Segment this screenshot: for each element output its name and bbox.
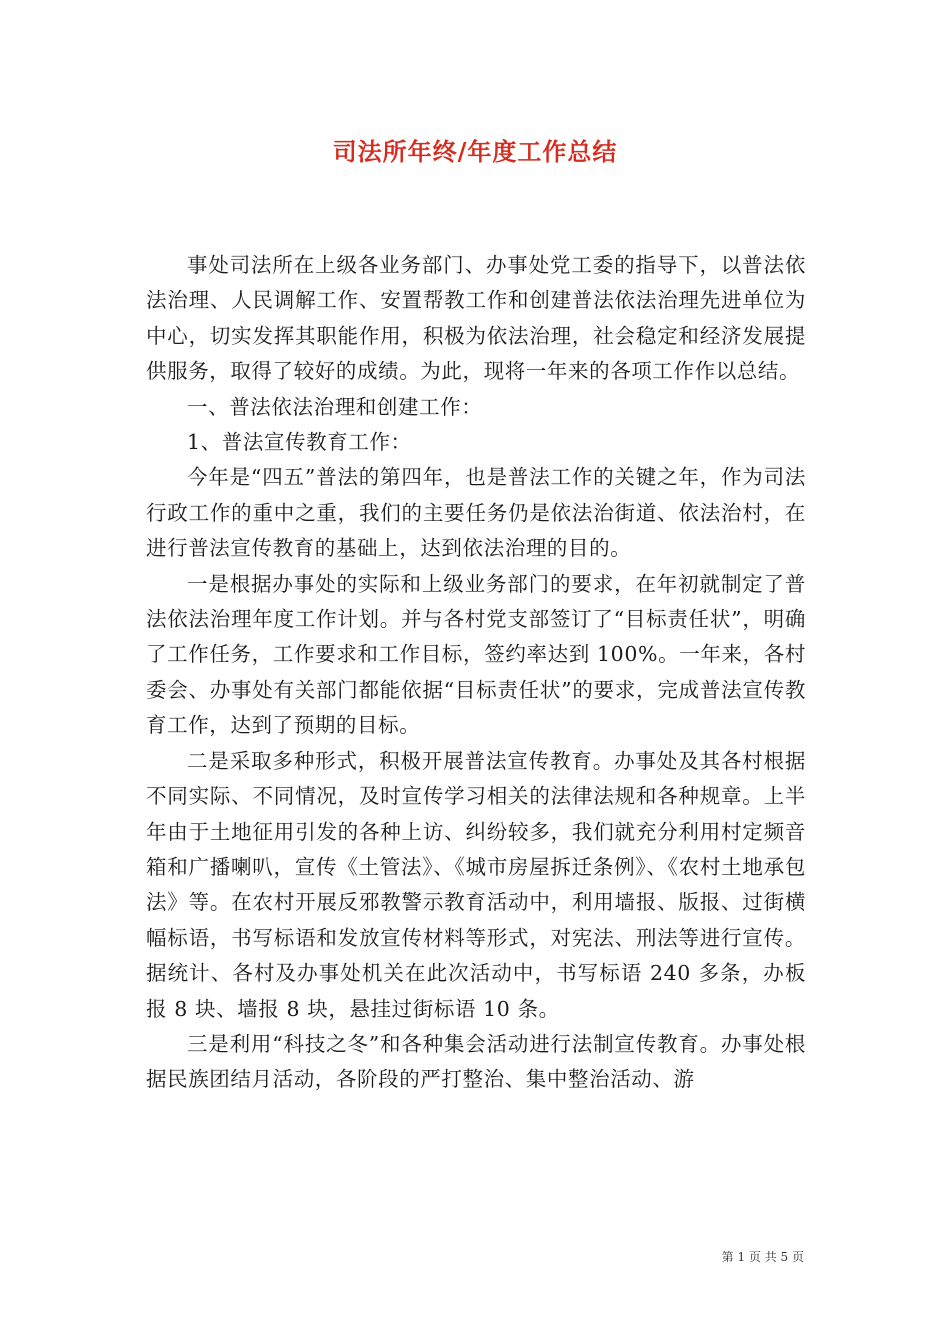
paragraph-point-three: 三是利用“科技之冬”和各种集会活动进行法制宣传教育。办事处根据民族团结月活动，各阶段的严打整治、集中整治活动、游 xyxy=(146,1031,806,1092)
document-body xyxy=(146,248,806,1098)
paragraph-point-two: 二是采取多种形式，积极开展普法宣传教育。办事处及其各村根据不同实际、不同情况，及时宣传学习相关的法律法规和各种规章。上半年由于土地征用引发的各种上访、纠纷较多，我们就充分利用村定频音箱和广播喇叭，宣传《土管法》、《城市房屋拆迁条例》、《农村土地承包法》等。在农村开展反邪教警示教育活动中，利用墙报、版报、过街横幅标语，书写标语和发放宣传材料等形式，对宪法、刑法等进行宣传。据统计、各村及办事处机关在此次活动中，书写标语 240 多条，办板报 8 块、墙报 8 块，悬挂过街标语 10 条。 xyxy=(146,748,806,1021)
document-title: 司法所年终/年度工作总结 xyxy=(332,137,618,166)
paragraph-fourth-year: 今年是“四五”普法的第四年，也是普法工作的关键之年，作为司法行政工作的重中之重，我们的主要任务仍是依法治街道、依法治村，在进行普法宣传教育的基础上，达到依法治理的目的。 xyxy=(146,465,806,561)
subsection-heading-1-1: 1、普法宣传教育工作： xyxy=(187,430,412,455)
paragraph-intro: 事处司法所在上级各业务部门、办事处党工委的指导下，以普法依法治理、人民调解工作、安置帮教工作和创建普法依法治理先进单位为中心，切实发挥其职能作用，积极为依法治理，社会稳定和经济发展提供服务，取得了较好的成绩。为此，现将一年来的各项工作作以总结。 xyxy=(146,253,806,384)
paragraph-point-one: 一是根据办事处的实际和上级业务部门的要求，在年初就制定了普法依法治理年度工作计划。并与各村党支部签订了“目标责任状”，明确了工作任务，工作要求和工作目标，签约率达到 100%。一年来，各村委会、办事处有关部门都能依据“目标责任状”的要求，完成普法宣传教育工作，达到了预期的目标。 xyxy=(146,571,806,738)
page-number-footer: 第 1 页 共 5 页 xyxy=(721,1250,804,1264)
section-heading-1: 一、普法依法治理和创建工作： xyxy=(187,394,483,419)
